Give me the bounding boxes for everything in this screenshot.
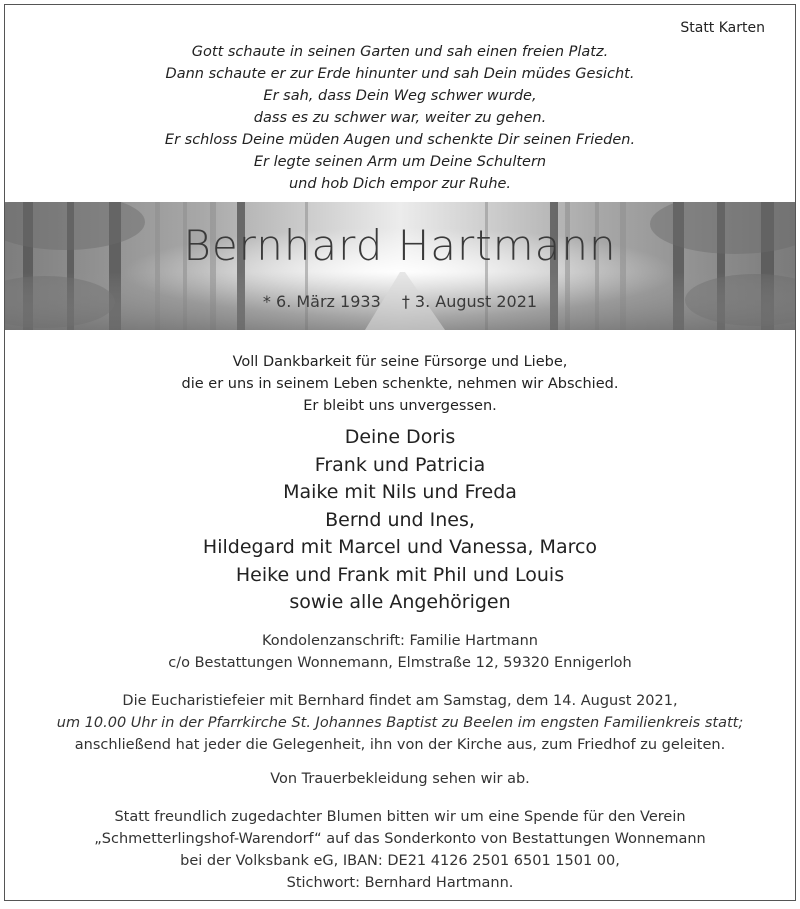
poem-line: dass es zu schwer war, weiter zu gehen. bbox=[253, 110, 547, 126]
thanks-line: Er bleibt uns unvergessen. bbox=[303, 398, 497, 414]
mass-line: Die Eucharistiefeier mit Bernhard findet am Samstag, dem 14. August 2021, bbox=[122, 693, 678, 709]
address-line: Kondolenzanschrift: Familie Hartmann bbox=[262, 633, 538, 649]
mass-line: um 10.00 Uhr in der Pfarrkirche St. Johannes Baptist zu Beelen im engsten Familienkreis statt; bbox=[56, 715, 744, 731]
thanks-text bbox=[5, 351, 795, 417]
family-member: sowie alle Angehörigen bbox=[289, 591, 511, 613]
donation-line: Statt freundlich zugedachter Blumen bitten wir um eine Spende für den Verein bbox=[114, 809, 686, 825]
mourning-dress-note: Von Trauerbekleidung sehen wir ab. bbox=[270, 771, 530, 787]
death-date: † 3. August 2021 bbox=[401, 292, 538, 311]
family-member: Frank und Patricia bbox=[314, 453, 486, 476]
thanks-line: Voll Dankbarkeit für seine Fürsorge und Liebe, bbox=[232, 354, 568, 370]
family-member: Bernd und Ines, bbox=[325, 508, 475, 531]
poem-line: Er legte seinen Arm um Deine Schultern bbox=[253, 154, 547, 170]
obituary-notice bbox=[4, 4, 796, 901]
funeral-mass-info bbox=[5, 690, 795, 756]
life-dates bbox=[5, 292, 795, 311]
family-member: Heike und Frank mit Phil und Louis bbox=[235, 563, 565, 586]
family-member: Deine Doris bbox=[344, 426, 456, 448]
donation-line: Stichwort: Bernhard Hartmann. bbox=[286, 875, 514, 891]
poem-line: und hob Dich empor zur Ruhe. bbox=[288, 176, 512, 192]
mass-line: anschließend hat jeder die Gelegenheit, ihn von der Kirche aus, zum Friedhof zu geleiten. bbox=[74, 737, 726, 753]
poem-line: Gott schaute in seinen Garten und sah einen freien Platz. bbox=[191, 44, 609, 60]
donation-info bbox=[5, 806, 795, 894]
address-line: c/o Bestattungen Wonnemann, Elmstraße 12, 59320 Ennigerloh bbox=[168, 655, 632, 671]
poem-line: Er sah, dass Dein Weg schwer wurde, bbox=[263, 88, 537, 104]
statt-karten-label: Statt Karten bbox=[680, 20, 765, 36]
poem-line: Dann schaute er zur Erde hinunter und sah Dein müdes Gesicht. bbox=[165, 66, 635, 82]
donation-line: „Schmetterlingshof-Warendorf“ auf das Sonderkonto von Bestattungen Wonnemann bbox=[94, 831, 706, 847]
deceased-name: Bernhard Hartmann bbox=[183, 221, 617, 270]
thanks-line: die er uns in seinem Leben schenkte, nehmen wir Abschied. bbox=[181, 376, 619, 392]
family-list bbox=[5, 424, 795, 617]
condolence-address bbox=[5, 630, 795, 674]
family-member: Maike mit Nils und Freda bbox=[283, 481, 517, 503]
poem-line: Er schloss Deine müden Augen und schenkte Dir seinen Frieden. bbox=[164, 132, 636, 148]
family-member: Hildegard mit Marcel und Vanessa, Marco bbox=[202, 536, 598, 558]
poem bbox=[5, 41, 795, 195]
donation-line: bei der Volksbank eG, IBAN: DE21 4126 2501 6501 1501 00, bbox=[180, 853, 620, 869]
birth-date: * 6. März 1933 bbox=[262, 292, 381, 311]
